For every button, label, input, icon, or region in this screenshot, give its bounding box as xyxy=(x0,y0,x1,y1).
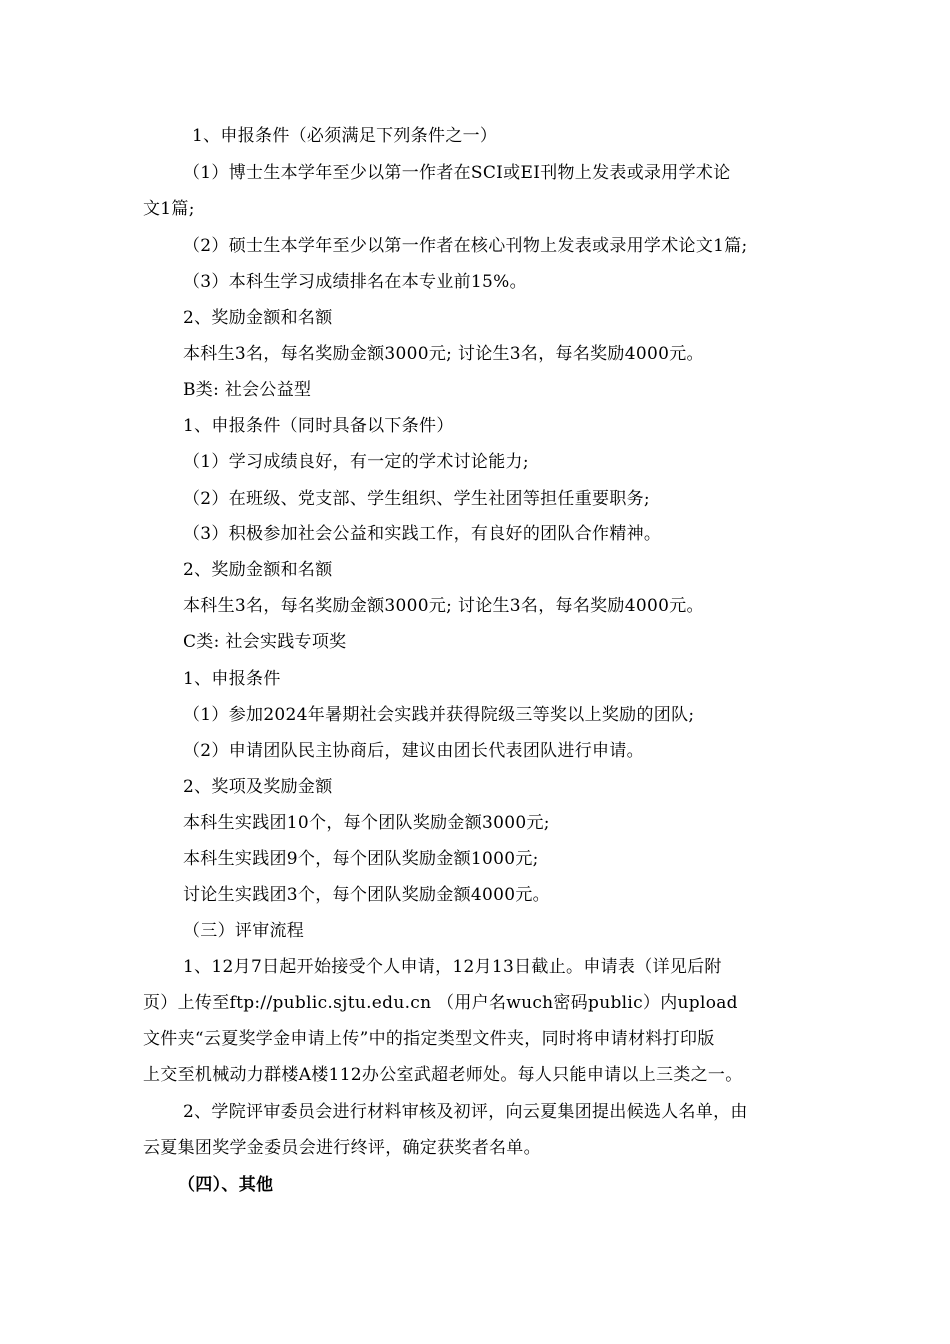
text-line: （2）硕士生本学年至少以第一作者在核心刊物上发表或录用学术论文1篇; xyxy=(183,236,748,256)
text-line: （2）申请团队民主协商后，建议由团长代表团队进行申请。 xyxy=(183,741,644,761)
text-line: 1、申报条件（同时具备以下条件） xyxy=(183,416,454,436)
text-line: 1、申报条件（必须满足下列条件之一） xyxy=(192,126,498,146)
text-line: 本科生3名，每名奖励金额3000元; 讨论生3名，每名奖励4000元。 xyxy=(183,596,704,616)
text-line: 2、奖励金额和名额 xyxy=(183,560,333,580)
text-line: 云夏集团奖学金委员会进行终评，确定获奖者名单。 xyxy=(143,1138,541,1158)
text-line: 2、奖项及奖励金额 xyxy=(183,777,333,797)
text-line: （1）学习成绩良好，有一定的学术讨论能力; xyxy=(183,452,529,472)
section-heading: C类: 社会实践专项奖 xyxy=(183,632,347,652)
text-line: 本科生3名，每名奖励金额3000元; 讨论生3名，每名奖励4000元。 xyxy=(183,344,704,364)
text-line: （1）博士生本学年至少以第一作者在SCI或EI刊物上发表或录用学术论 xyxy=(183,163,731,183)
text-line: （3）本科生学习成绩排名在本专业前15%。 xyxy=(183,272,527,292)
text-line: 文件夹“云夏奖学金申请上传”中的指定类型文件夹，同时将申请材料打印版 xyxy=(143,1029,715,1049)
text-line: 本科生实践团9个，每个团队奖励金额1000元; xyxy=(183,849,539,869)
text-line: 2、学院评审委员会进行材料审核及初评，向云夏集团提出候选人名单，由 xyxy=(183,1102,748,1122)
text-line: 页）上传至ftp://public.sjtu.edu.cn （用户名wuch密码public）内upload xyxy=(143,993,738,1013)
text-line: 2、奖励金额和名额 xyxy=(183,308,333,328)
text-line: （3）积极参加社会公益和实践工作，有良好的团队合作精神。 xyxy=(183,524,662,544)
section-heading: B类: 社会公益型 xyxy=(183,380,312,400)
text-line: 文1篇; xyxy=(143,199,195,219)
text-line: 讨论生实践团3个，每个团队奖励金额4000元。 xyxy=(183,885,550,905)
text-line: 1、12月7日起开始接受个人申请，12月13日截止。申请表（详见后附 xyxy=(183,957,722,977)
section-heading: （三）评审流程 xyxy=(183,921,305,941)
text-line: 本科生实践团10个，每个团队奖励金额3000元; xyxy=(183,813,550,833)
text-line: 1、申报条件 xyxy=(183,669,281,689)
section-heading: （四）、其他 xyxy=(178,1175,274,1195)
text-line: 上交至机械动力群楼A楼112办公室武超老师处。每人只能申请以上三类之一。 xyxy=(143,1065,743,1085)
text-line: （2）在班级、党支部、学生组织、学生社团等担任重要职务; xyxy=(183,489,650,509)
text-line: （1）参加2024年暑期社会实践并获得院级三等奖以上奖励的团队; xyxy=(183,705,695,725)
